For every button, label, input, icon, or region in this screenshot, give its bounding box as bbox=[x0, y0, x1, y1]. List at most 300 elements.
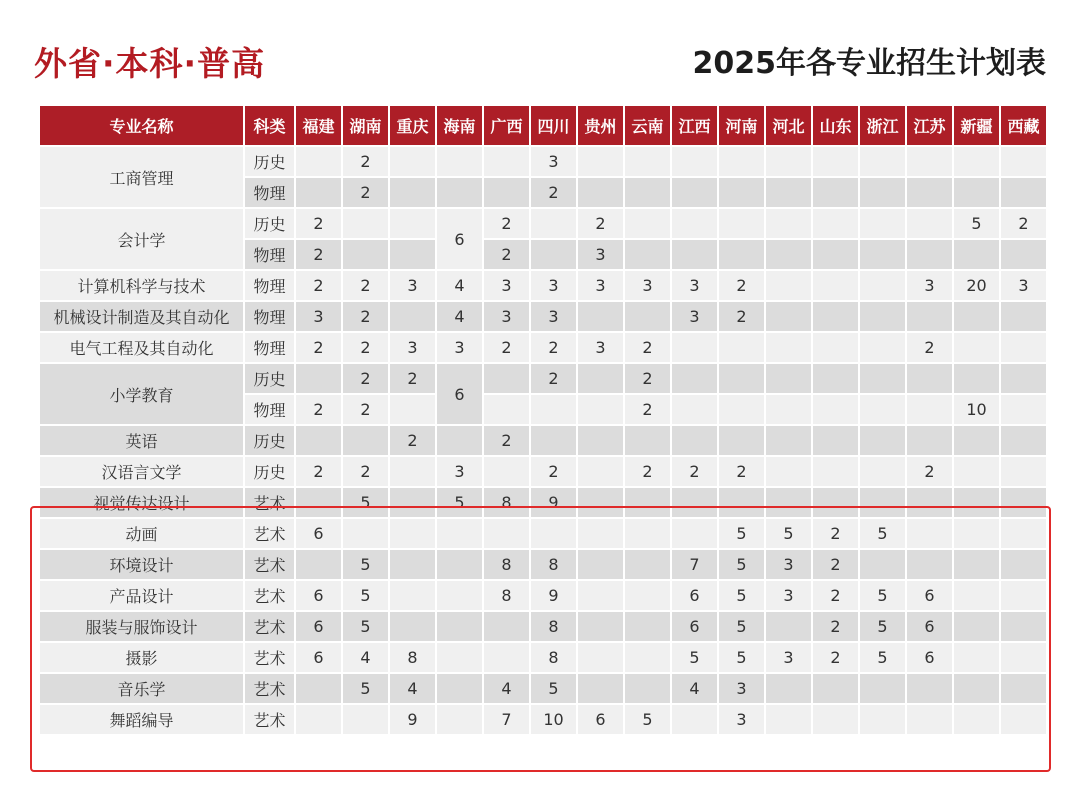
quota-cell bbox=[295, 704, 342, 735]
quota-cell bbox=[718, 146, 765, 177]
major-name-cell: 工商管理 bbox=[39, 146, 244, 208]
quota-cell bbox=[718, 425, 765, 456]
quota-cell: 7 bbox=[671, 549, 718, 580]
quota-cell bbox=[624, 425, 671, 456]
quota-cell bbox=[577, 146, 624, 177]
quota-cell bbox=[765, 425, 812, 456]
quota-cell bbox=[389, 301, 436, 332]
quota-cell: 3 bbox=[624, 270, 671, 301]
quota-cell: 2 bbox=[718, 270, 765, 301]
quota-cell bbox=[812, 301, 859, 332]
quota-cell: 2 bbox=[718, 301, 765, 332]
quota-cell bbox=[624, 239, 671, 270]
quota-cell: 2 bbox=[389, 363, 436, 394]
header-province: 江西 bbox=[671, 105, 718, 146]
quota-cell bbox=[812, 146, 859, 177]
quota-cell: 2 bbox=[295, 332, 342, 363]
quota-cell: 2 bbox=[812, 611, 859, 642]
quota-cell bbox=[906, 208, 953, 239]
quota-cell bbox=[765, 456, 812, 487]
major-name-cell: 音乐学 bbox=[39, 673, 244, 704]
subject-type-cell: 艺术 bbox=[244, 580, 295, 611]
table-row bbox=[39, 208, 1047, 239]
quota-cell bbox=[389, 239, 436, 270]
quota-cell bbox=[389, 549, 436, 580]
quota-cell bbox=[953, 611, 1000, 642]
quota-cell: 9 bbox=[530, 580, 577, 611]
quota-cell: 3 bbox=[718, 673, 765, 704]
quota-cell: 5 bbox=[342, 611, 389, 642]
quota-cell bbox=[906, 363, 953, 394]
quota-cell bbox=[812, 487, 859, 518]
quota-cell: 2 bbox=[389, 425, 436, 456]
quota-cell bbox=[624, 208, 671, 239]
quota-cell: 2 bbox=[812, 549, 859, 580]
header-province: 江苏 bbox=[906, 105, 953, 146]
subject-type-cell: 艺术 bbox=[244, 518, 295, 549]
major-name-cell: 计算机科学与技术 bbox=[39, 270, 244, 301]
header-province: 湖南 bbox=[342, 105, 389, 146]
quota-cell: 10 bbox=[530, 704, 577, 735]
table-row bbox=[39, 642, 1047, 673]
table-row bbox=[39, 673, 1047, 704]
header-province: 河北 bbox=[765, 105, 812, 146]
quota-cell bbox=[765, 146, 812, 177]
quota-cell bbox=[906, 239, 953, 270]
quota-cell bbox=[1000, 363, 1047, 394]
quota-cell: 5 bbox=[718, 611, 765, 642]
subject-type-cell: 物理 bbox=[244, 301, 295, 332]
quota-cell: 5 bbox=[671, 642, 718, 673]
quota-cell: 2 bbox=[530, 456, 577, 487]
quota-cell bbox=[389, 394, 436, 425]
subject-type-cell: 艺术 bbox=[244, 487, 295, 518]
quota-cell bbox=[295, 549, 342, 580]
table-row bbox=[39, 487, 1047, 518]
quota-cell bbox=[906, 146, 953, 177]
quota-cell bbox=[483, 394, 530, 425]
quota-cell: 6 bbox=[295, 518, 342, 549]
quota-cell bbox=[671, 704, 718, 735]
quota-cell bbox=[295, 363, 342, 394]
quota-cell: 2 bbox=[295, 394, 342, 425]
table-row bbox=[39, 611, 1047, 642]
quota-cell bbox=[577, 363, 624, 394]
quota-cell bbox=[436, 518, 483, 549]
quota-cell bbox=[671, 332, 718, 363]
quota-cell bbox=[906, 301, 953, 332]
quota-cell bbox=[718, 239, 765, 270]
table-row bbox=[39, 332, 1047, 363]
quota-cell bbox=[389, 611, 436, 642]
quota-cell bbox=[1000, 177, 1047, 208]
quota-cell bbox=[718, 332, 765, 363]
quota-cell: 2 bbox=[812, 642, 859, 673]
quota-cell bbox=[624, 673, 671, 704]
quota-cell: 3 bbox=[389, 270, 436, 301]
quota-cell bbox=[812, 332, 859, 363]
subject-type-cell: 物理 bbox=[244, 239, 295, 270]
quota-cell bbox=[577, 456, 624, 487]
quota-cell bbox=[1000, 580, 1047, 611]
quota-cell: 2 bbox=[671, 456, 718, 487]
table-row bbox=[39, 425, 1047, 456]
quota-cell: 8 bbox=[530, 611, 577, 642]
quota-cell bbox=[671, 518, 718, 549]
quota-cell bbox=[577, 394, 624, 425]
quota-cell bbox=[624, 301, 671, 332]
quota-cell bbox=[859, 673, 906, 704]
quota-cell bbox=[906, 425, 953, 456]
quota-cell: 2 bbox=[812, 518, 859, 549]
quota-cell bbox=[1000, 487, 1047, 518]
quota-cell bbox=[436, 642, 483, 673]
quota-cell: 2 bbox=[906, 332, 953, 363]
quota-cell bbox=[530, 425, 577, 456]
quota-cell bbox=[1000, 146, 1047, 177]
quota-cell: 2 bbox=[295, 208, 342, 239]
major-name-cell: 小学教育 bbox=[39, 363, 244, 425]
major-name-cell: 视觉传达设计 bbox=[39, 487, 244, 518]
quota-cell bbox=[389, 518, 436, 549]
quota-cell: 3 bbox=[671, 301, 718, 332]
quota-cell: 3 bbox=[530, 146, 577, 177]
quota-cell: 9 bbox=[530, 487, 577, 518]
quota-cell: 2 bbox=[483, 239, 530, 270]
subject-type-cell: 物理 bbox=[244, 270, 295, 301]
quota-cell bbox=[389, 146, 436, 177]
quota-cell bbox=[859, 363, 906, 394]
quota-cell: 3 bbox=[436, 456, 483, 487]
quota-cell: 6 bbox=[577, 704, 624, 735]
quota-cell bbox=[1000, 549, 1047, 580]
quota-cell: 6 bbox=[295, 580, 342, 611]
major-name-cell: 动画 bbox=[39, 518, 244, 549]
quota-cell: 5 bbox=[765, 518, 812, 549]
table-header-row bbox=[39, 105, 1047, 146]
quota-cell: 5 bbox=[624, 704, 671, 735]
major-name-cell: 舞蹈编导 bbox=[39, 704, 244, 735]
quota-cell bbox=[671, 363, 718, 394]
quota-cell: 2 bbox=[530, 363, 577, 394]
quota-cell: 8 bbox=[530, 549, 577, 580]
quota-cell bbox=[859, 456, 906, 487]
quota-cell: 2 bbox=[295, 239, 342, 270]
quota-cell bbox=[389, 177, 436, 208]
quota-cell: 3 bbox=[671, 270, 718, 301]
quota-cell bbox=[436, 611, 483, 642]
major-name-cell: 产品设计 bbox=[39, 580, 244, 611]
quota-cell: 5 bbox=[859, 580, 906, 611]
quota-cell bbox=[624, 642, 671, 673]
subject-type-cell: 艺术 bbox=[244, 642, 295, 673]
quota-cell bbox=[483, 456, 530, 487]
table-row bbox=[39, 704, 1047, 735]
header-type: 科类 bbox=[244, 105, 295, 146]
quota-cell bbox=[953, 177, 1000, 208]
quota-cell bbox=[624, 487, 671, 518]
quota-cell bbox=[718, 208, 765, 239]
quota-cell: 5 bbox=[342, 673, 389, 704]
header-province: 海南 bbox=[436, 105, 483, 146]
quota-cell bbox=[295, 146, 342, 177]
quota-cell: 2 bbox=[342, 146, 389, 177]
quota-cell bbox=[765, 673, 812, 704]
quota-cell bbox=[718, 487, 765, 518]
header-province: 重庆 bbox=[389, 105, 436, 146]
quota-cell bbox=[577, 301, 624, 332]
header-province: 山东 bbox=[812, 105, 859, 146]
quota-cell bbox=[1000, 673, 1047, 704]
quota-cell bbox=[436, 673, 483, 704]
quota-cell: 2 bbox=[342, 394, 389, 425]
quota-cell bbox=[906, 673, 953, 704]
quota-cell: 6 bbox=[671, 580, 718, 611]
quota-cell bbox=[671, 177, 718, 208]
quota-cell: 6 bbox=[906, 611, 953, 642]
quota-cell bbox=[906, 487, 953, 518]
major-name-cell: 会计学 bbox=[39, 208, 244, 270]
quota-cell: 2 bbox=[483, 425, 530, 456]
quota-cell bbox=[953, 146, 1000, 177]
quota-cell: 3 bbox=[483, 301, 530, 332]
table-row bbox=[39, 549, 1047, 580]
quota-cell: 3 bbox=[906, 270, 953, 301]
quota-cell bbox=[1000, 642, 1047, 673]
major-name-cell: 英语 bbox=[39, 425, 244, 456]
quota-cell: 5 bbox=[342, 580, 389, 611]
quota-cell bbox=[295, 673, 342, 704]
quota-cell bbox=[859, 549, 906, 580]
major-name-cell: 服装与服饰设计 bbox=[39, 611, 244, 642]
table-row bbox=[39, 363, 1047, 394]
quota-cell bbox=[906, 518, 953, 549]
major-name-cell: 摄影 bbox=[39, 642, 244, 673]
quota-cell bbox=[718, 177, 765, 208]
quota-cell bbox=[577, 487, 624, 518]
quota-cell bbox=[953, 332, 1000, 363]
quota-cell: 5 bbox=[436, 487, 483, 518]
quota-cell bbox=[342, 208, 389, 239]
subject-type-cell: 艺术 bbox=[244, 673, 295, 704]
quota-cell: 6 bbox=[671, 611, 718, 642]
quota-cell bbox=[624, 177, 671, 208]
quota-cell bbox=[812, 425, 859, 456]
quota-cell bbox=[1000, 239, 1047, 270]
quota-cell: 2 bbox=[577, 208, 624, 239]
quota-cell bbox=[483, 611, 530, 642]
quota-cell: 3 bbox=[577, 332, 624, 363]
quota-cell bbox=[671, 425, 718, 456]
quota-cell bbox=[953, 549, 1000, 580]
quota-cell bbox=[953, 363, 1000, 394]
header-province: 四川 bbox=[530, 105, 577, 146]
quota-cell: 2 bbox=[342, 301, 389, 332]
header-province: 贵州 bbox=[577, 105, 624, 146]
quota-cell bbox=[624, 146, 671, 177]
quota-cell: 2 bbox=[624, 332, 671, 363]
table-row bbox=[39, 518, 1047, 549]
quota-cell: 2 bbox=[483, 332, 530, 363]
quota-cell bbox=[483, 642, 530, 673]
quota-cell: 4 bbox=[483, 673, 530, 704]
quota-cell: 5 bbox=[530, 673, 577, 704]
quota-cell: 2 bbox=[342, 177, 389, 208]
quota-cell bbox=[906, 394, 953, 425]
quota-cell bbox=[765, 270, 812, 301]
quota-cell bbox=[671, 239, 718, 270]
quota-cell: 5 bbox=[953, 208, 1000, 239]
subject-type-cell: 历史 bbox=[244, 425, 295, 456]
quota-cell: 8 bbox=[389, 642, 436, 673]
quota-cell bbox=[718, 363, 765, 394]
quota-cell: 3 bbox=[389, 332, 436, 363]
quota-cell bbox=[953, 704, 1000, 735]
quota-cell bbox=[859, 270, 906, 301]
quota-cell bbox=[342, 239, 389, 270]
quota-cell bbox=[671, 146, 718, 177]
subject-type-cell: 历史 bbox=[244, 456, 295, 487]
quota-cell bbox=[765, 301, 812, 332]
header-major: 专业名称 bbox=[39, 105, 244, 146]
quota-cell bbox=[953, 487, 1000, 518]
quota-cell bbox=[812, 363, 859, 394]
quota-cell bbox=[953, 456, 1000, 487]
header-province: 河南 bbox=[718, 105, 765, 146]
table-row bbox=[39, 270, 1047, 301]
quota-cell: 6 bbox=[436, 363, 483, 425]
quota-cell: 2 bbox=[1000, 208, 1047, 239]
quota-cell: 3 bbox=[483, 270, 530, 301]
quota-cell bbox=[530, 394, 577, 425]
quota-cell bbox=[577, 580, 624, 611]
quota-cell: 5 bbox=[718, 580, 765, 611]
quota-cell: 4 bbox=[671, 673, 718, 704]
major-name-cell: 汉语言文学 bbox=[39, 456, 244, 487]
quota-cell bbox=[859, 239, 906, 270]
quota-cell bbox=[483, 363, 530, 394]
quota-cell bbox=[342, 518, 389, 549]
quota-cell bbox=[859, 146, 906, 177]
quota-cell bbox=[1000, 456, 1047, 487]
quota-cell: 6 bbox=[295, 611, 342, 642]
quota-cell: 2 bbox=[812, 580, 859, 611]
quota-cell: 8 bbox=[530, 642, 577, 673]
quota-cell bbox=[812, 456, 859, 487]
quota-cell bbox=[812, 704, 859, 735]
quota-cell: 8 bbox=[483, 580, 530, 611]
brand-title: 外省·本科·普高 bbox=[34, 44, 266, 83]
subject-type-cell: 艺术 bbox=[244, 549, 295, 580]
quota-cell: 2 bbox=[483, 208, 530, 239]
quota-cell: 2 bbox=[342, 332, 389, 363]
quota-cell bbox=[906, 704, 953, 735]
quota-cell bbox=[436, 425, 483, 456]
quota-cell: 2 bbox=[624, 394, 671, 425]
quota-cell bbox=[1000, 704, 1047, 735]
header-province: 云南 bbox=[624, 105, 671, 146]
quota-cell: 10 bbox=[953, 394, 1000, 425]
subject-type-cell: 艺术 bbox=[244, 611, 295, 642]
quota-cell bbox=[812, 208, 859, 239]
quota-cell bbox=[765, 611, 812, 642]
quota-cell bbox=[671, 208, 718, 239]
quota-cell bbox=[765, 239, 812, 270]
quota-cell bbox=[906, 177, 953, 208]
quota-cell bbox=[389, 208, 436, 239]
quota-cell bbox=[342, 425, 389, 456]
quota-cell: 5 bbox=[342, 549, 389, 580]
quota-cell bbox=[389, 456, 436, 487]
quota-cell: 2 bbox=[530, 177, 577, 208]
quota-cell: 3 bbox=[765, 580, 812, 611]
quota-cell bbox=[1000, 518, 1047, 549]
subject-type-cell: 艺术 bbox=[244, 704, 295, 735]
subject-type-cell: 物理 bbox=[244, 332, 295, 363]
quota-cell bbox=[812, 394, 859, 425]
quota-cell: 5 bbox=[718, 518, 765, 549]
quota-cell: 2 bbox=[342, 456, 389, 487]
quota-cell bbox=[953, 580, 1000, 611]
quota-cell: 3 bbox=[577, 239, 624, 270]
quota-cell bbox=[671, 394, 718, 425]
quota-cell bbox=[577, 177, 624, 208]
quota-cell: 3 bbox=[765, 549, 812, 580]
quota-cell: 3 bbox=[530, 301, 577, 332]
quota-cell bbox=[624, 549, 671, 580]
table-row bbox=[39, 301, 1047, 332]
quota-cell: 3 bbox=[718, 704, 765, 735]
subject-type-cell: 物理 bbox=[244, 394, 295, 425]
quota-cell bbox=[483, 177, 530, 208]
quota-cell bbox=[859, 177, 906, 208]
quota-cell bbox=[953, 642, 1000, 673]
quota-cell: 2 bbox=[624, 456, 671, 487]
major-name-cell: 环境设计 bbox=[39, 549, 244, 580]
table-row bbox=[39, 146, 1047, 177]
quota-cell bbox=[859, 208, 906, 239]
quota-cell: 3 bbox=[577, 270, 624, 301]
quota-cell bbox=[389, 487, 436, 518]
quota-cell: 8 bbox=[483, 487, 530, 518]
quota-cell bbox=[624, 580, 671, 611]
quota-cell bbox=[953, 673, 1000, 704]
major-name-cell: 电气工程及其自动化 bbox=[39, 332, 244, 363]
quota-cell bbox=[953, 425, 1000, 456]
quota-cell: 2 bbox=[295, 456, 342, 487]
quota-cell bbox=[859, 704, 906, 735]
quota-cell bbox=[953, 518, 1000, 549]
quota-cell bbox=[483, 146, 530, 177]
quota-cell bbox=[812, 239, 859, 270]
header-province: 新疆 bbox=[953, 105, 1000, 146]
quota-cell bbox=[530, 239, 577, 270]
major-name-cell: 机械设计制造及其自动化 bbox=[39, 301, 244, 332]
quota-cell: 3 bbox=[765, 642, 812, 673]
subject-type-cell: 历史 bbox=[244, 208, 295, 239]
quota-cell bbox=[295, 487, 342, 518]
quota-cell bbox=[1000, 301, 1047, 332]
table-row bbox=[39, 580, 1047, 611]
quota-cell bbox=[765, 394, 812, 425]
quota-cell bbox=[906, 549, 953, 580]
quota-cell bbox=[436, 549, 483, 580]
quota-cell bbox=[765, 208, 812, 239]
quota-cell: 2 bbox=[342, 363, 389, 394]
quota-cell: 3 bbox=[436, 332, 483, 363]
subject-type-cell: 历史 bbox=[244, 146, 295, 177]
page-title: 2025年各专业招生计划表 bbox=[692, 46, 1046, 81]
